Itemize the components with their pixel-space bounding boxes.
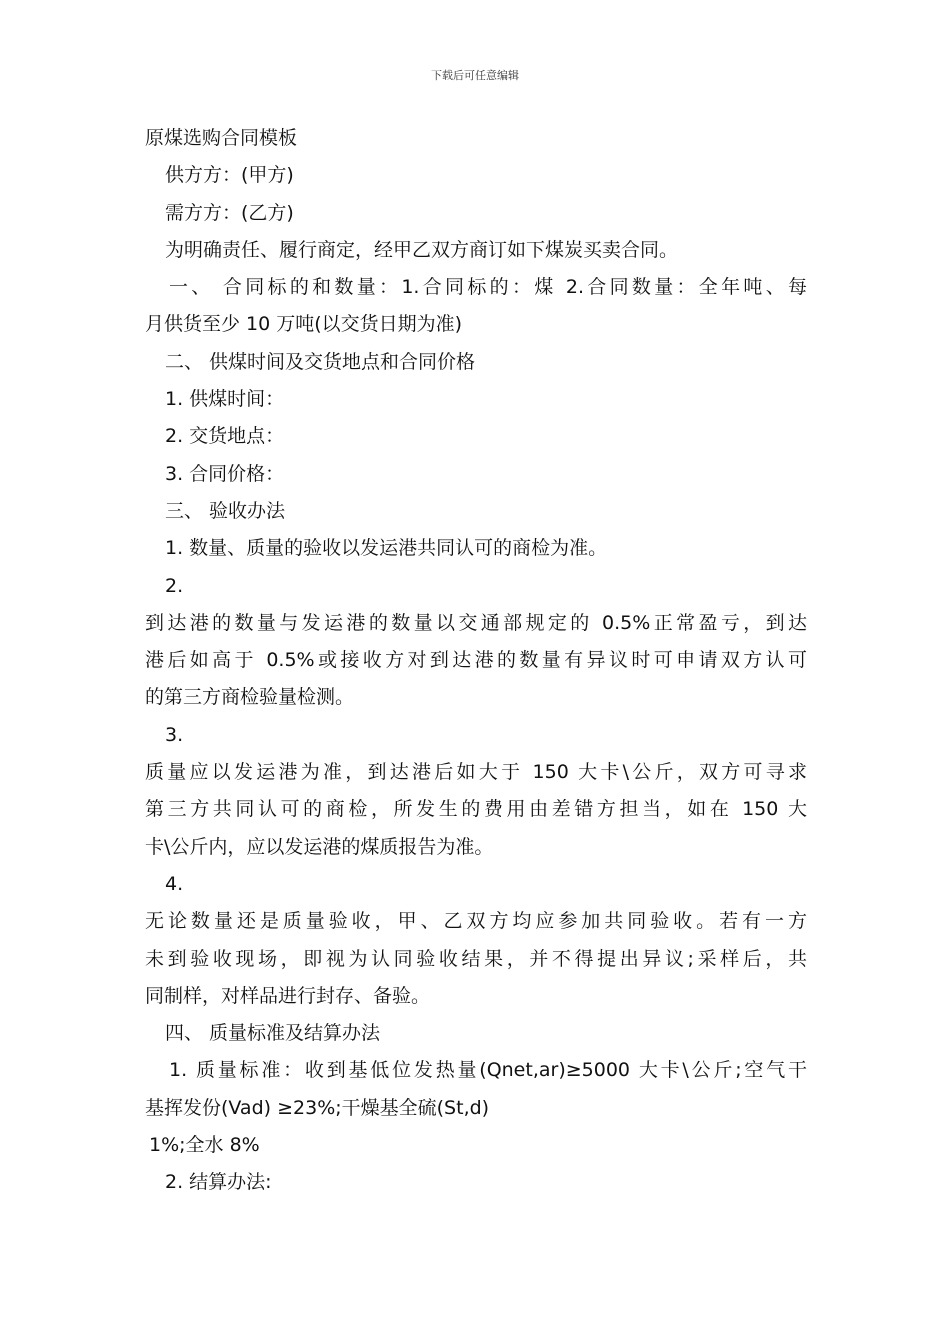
section-3-item-2-number: 2. — [165, 574, 184, 597]
section-4-item-1-line-3: 1%;全水 8% — [149, 1134, 260, 1157]
section-2-item-1: 1. 供煤时间： — [165, 388, 285, 411]
section-3-item-4-number: 4. — [165, 872, 184, 895]
section-3-item-4-line-3: 同制样，对样品进行封存、备验。 — [145, 984, 431, 1007]
section-3-item-2-line-1: 到达港的数量与发运港的数量以交通部规定的 0.5%正常盈亏，到达 — [145, 611, 807, 634]
section-3-item-2-line-2: 港后如高于 0.5%或接收方对到达港的数量有异议时可申请双方认可 — [145, 649, 807, 672]
section-3-item-3-line-3: 卡\公斤内，应以发运港的煤质报告为准。 — [145, 835, 494, 858]
document-title: 原煤选购合同模板 — [145, 127, 298, 149]
contract-document — [145, 120, 807, 1202]
buyer-line: 需方方：(乙方) — [165, 201, 294, 224]
section-4-heading: 四、 质量标准及结算办法 — [165, 1022, 381, 1045]
intro-paragraph: 为明确责任、履行商定，经甲乙双方商订如下煤炭买卖合同。 — [165, 238, 679, 261]
section-3-item-4-line-2: 未到验收现场，即视为认同验收结果，并不得提出异议;采样后，共 — [145, 947, 807, 970]
page-header-note: 下载后可任意编辑 — [431, 69, 519, 82]
section-2-item-3: 3. 合同价格： — [165, 462, 285, 485]
section-3-item-3-line-2: 第三方共同认可的商检，所发生的费用由差错方担当，如在 150 大 — [145, 798, 807, 821]
section-3-item-2-line-3: 的第三方商检验量检测。 — [145, 686, 355, 709]
section-2-heading: 二、 供煤时间及交货地点和合同价格 — [165, 350, 476, 373]
section-3-item-1: 1. 数量、质量的验收以发运港共同认可的商检为准。 — [165, 537, 608, 560]
section-3-item-4-line-1: 无论数量还是质量验收，甲、乙双方均应参加共同验收。若有一方 — [145, 910, 807, 933]
supplier-line: 供方方：(甲方) — [165, 164, 294, 187]
section-3-item-3-number: 3. — [165, 723, 184, 746]
section-1-line-1: 一、 合同标的和数量：1.合同标的：煤 2.合同数量：全年吨、每 — [169, 276, 807, 299]
section-3-item-3-line-1: 质量应以发运港为准，到达港后如大于 150 大卡\公斤，双方可寻求 — [145, 761, 807, 784]
section-3-heading: 三、 验收办法 — [165, 499, 286, 522]
section-1-line-2: 月供货至少 10 万吨(以交货日期为准) — [145, 313, 463, 336]
section-4-item-1-line-1: 1. 质量标准：收到基低位发热量(Qnet,ar)≥5000 大卡\公斤;空气干 — [169, 1059, 807, 1082]
section-2-item-2: 2. 交货地点： — [165, 425, 285, 448]
section-4-item-2: 2. 结算办法: — [165, 1171, 272, 1194]
section-4-item-1-line-2: 基挥发份(Vad) ≥23%;干燥基全硫(St,d) — [145, 1096, 490, 1119]
